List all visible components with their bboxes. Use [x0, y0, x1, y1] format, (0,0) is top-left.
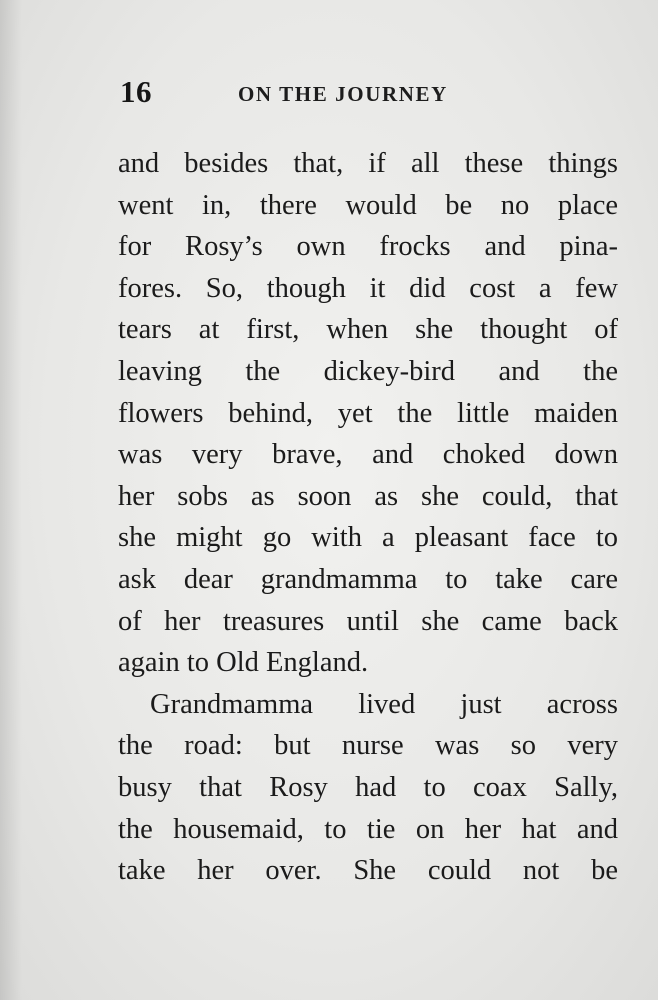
- text-line: for Rosy’s own frocks and pina-: [118, 231, 618, 263]
- text-line: she might go with a pleasant face to: [118, 522, 618, 554]
- page-header: [120, 74, 620, 114]
- text-line: went in, there would be no place: [118, 189, 618, 221]
- text-line: busy that Rosy had to coax Sally,: [118, 771, 618, 803]
- text-line: flowers behind, yet the little maiden: [118, 397, 618, 429]
- text-line: and besides that, if all these things: [118, 148, 618, 179]
- running-head: ON THE JOURNEY: [238, 82, 448, 106]
- paragraph-end-line: again to Old England.: [118, 647, 369, 679]
- page-number: 16: [120, 74, 152, 109]
- text-line: tears at first, when she thought of: [118, 314, 618, 346]
- text-line: the housemaid, to tie on her hat and: [118, 813, 618, 845]
- text-line: take her over. She could not be: [118, 855, 618, 887]
- text-line: the road: but nurse was so very: [118, 730, 618, 762]
- body-text: [118, 143, 618, 892]
- page-edge-shadow: [0, 0, 22, 1000]
- text-line: of her treasures until she came back: [118, 605, 618, 637]
- text-line: was very brave, and choked down: [118, 439, 618, 471]
- text-line: leaving the dickey-bird and the: [118, 355, 618, 387]
- paragraph-start-line: Grandmamma lived just across: [150, 688, 618, 720]
- text-line: her sobs as soon as she could, that: [118, 480, 618, 512]
- text-line: fores. So, though it did cost a few: [118, 272, 618, 304]
- text-line: ask dear grandmamma to take care: [118, 563, 618, 595]
